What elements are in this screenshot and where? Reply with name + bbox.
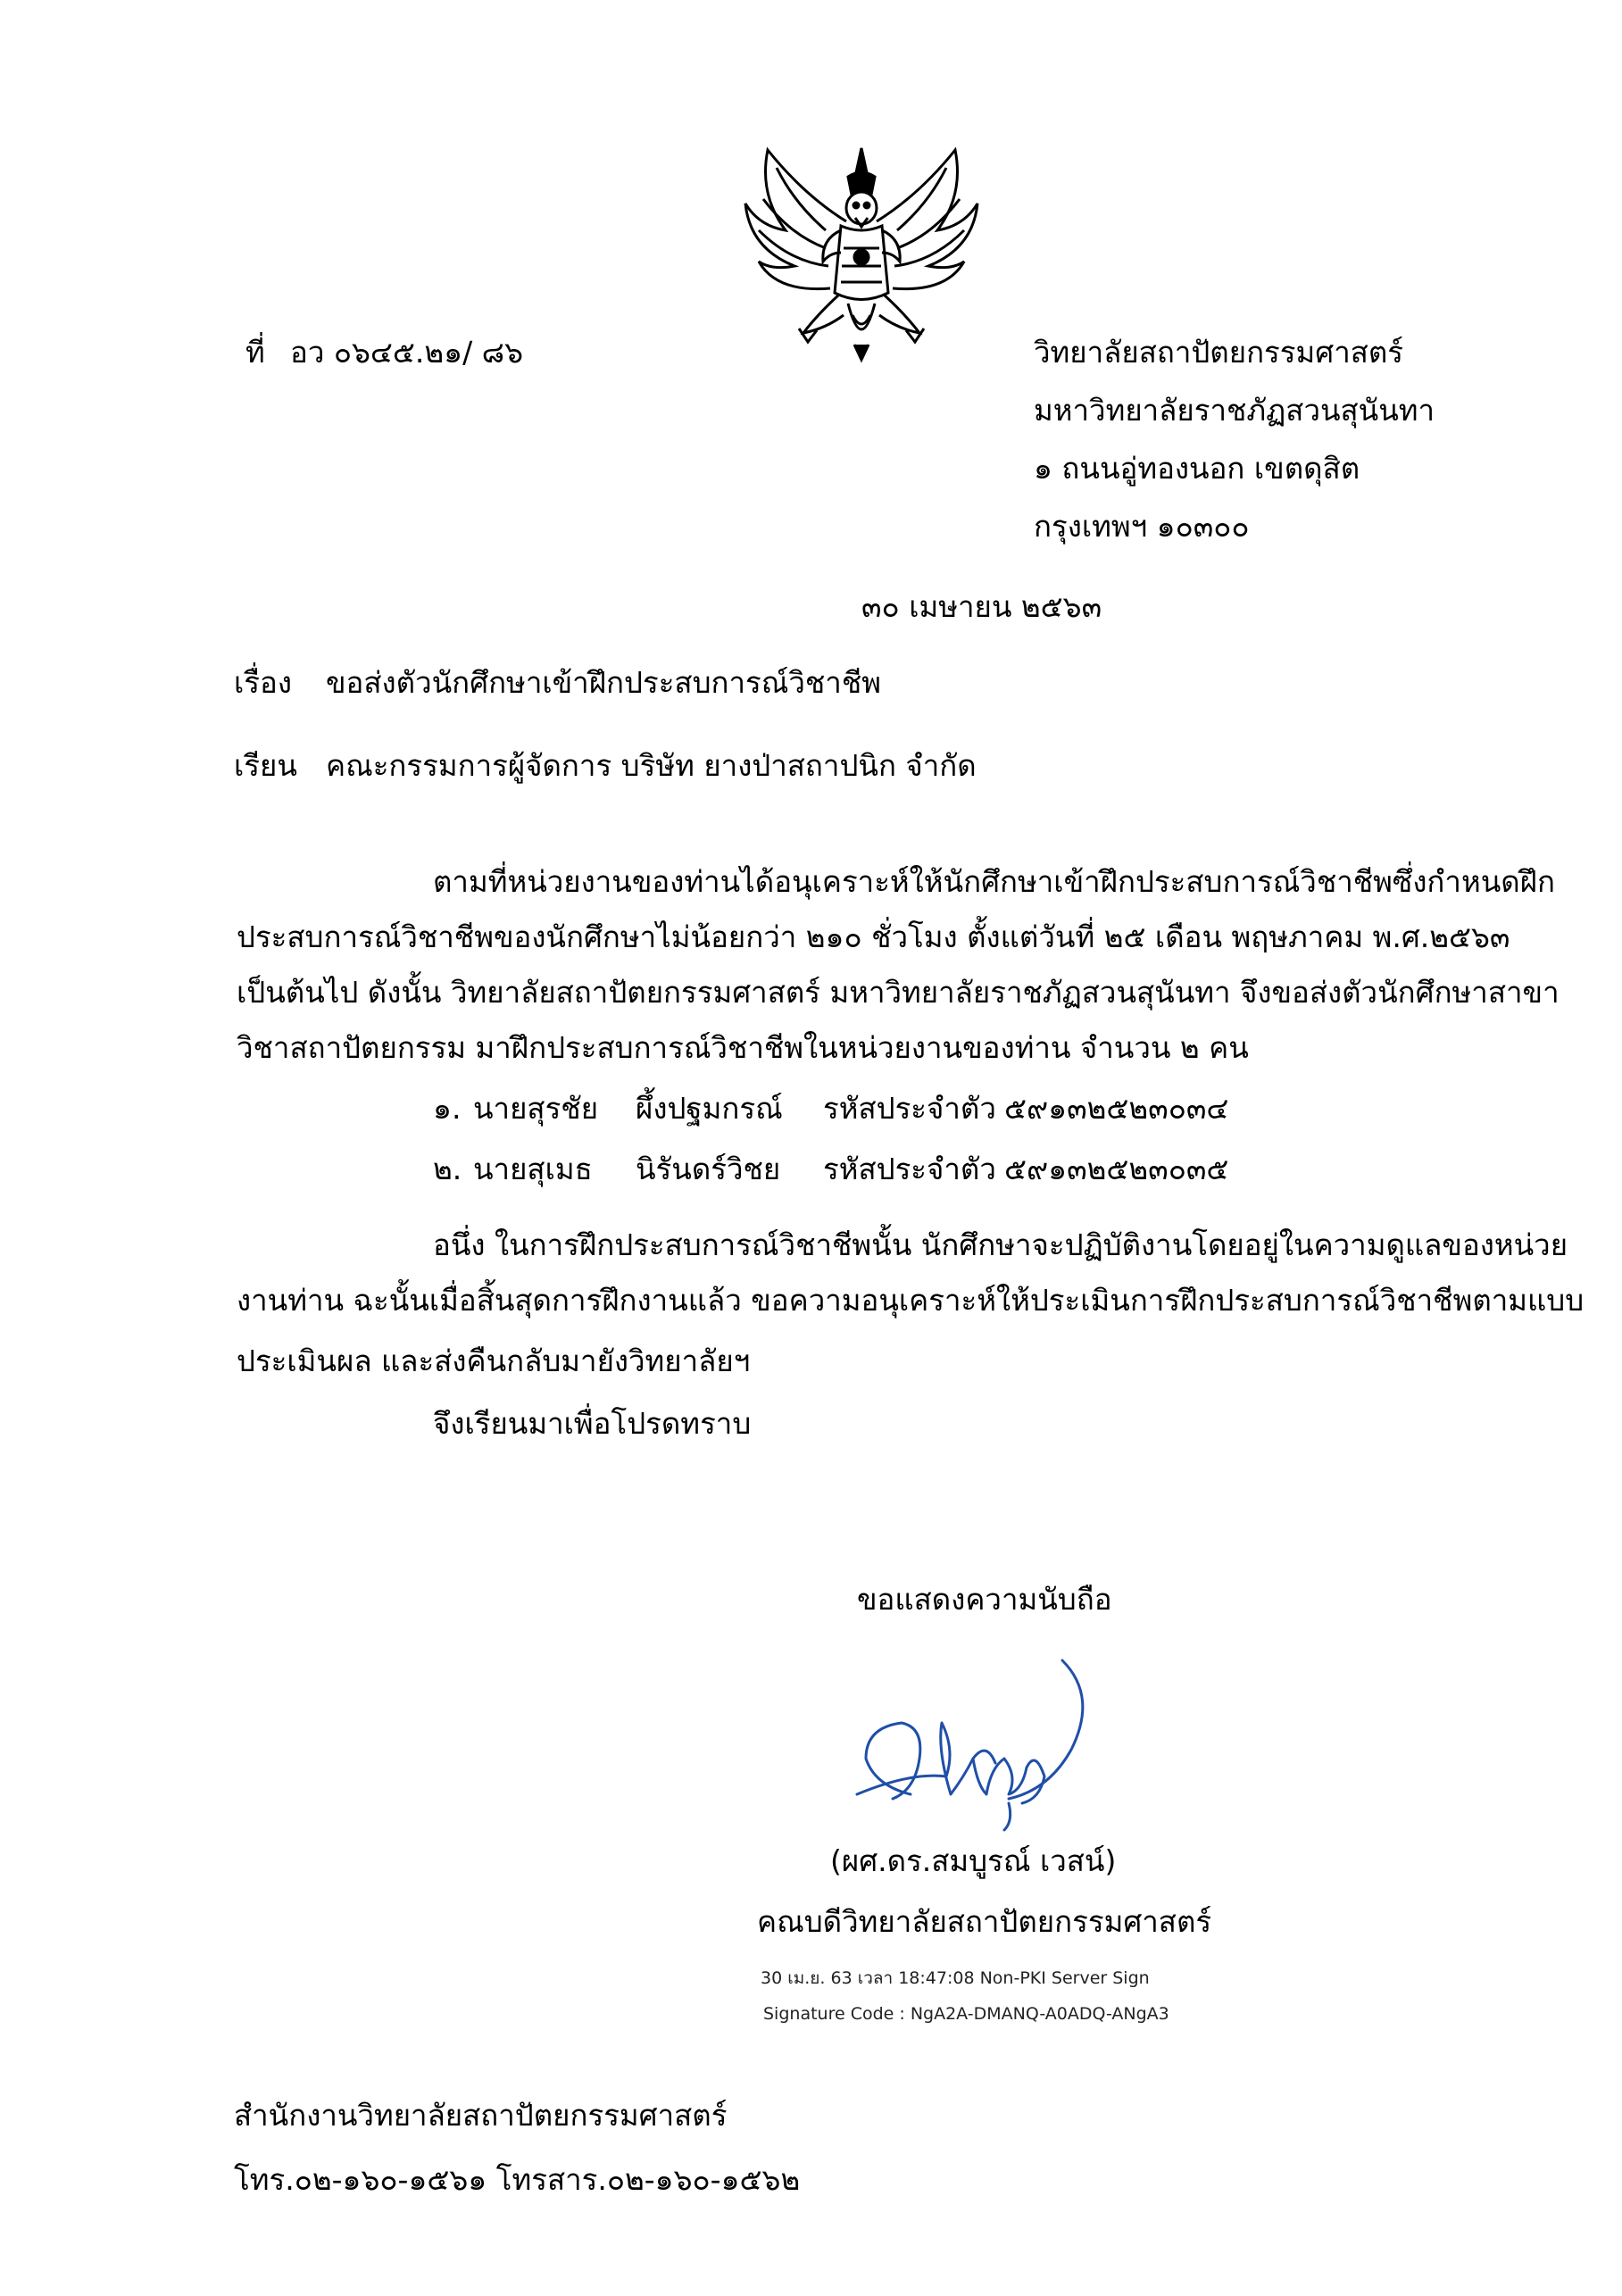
- student-id-label: รหัสประจำตัว: [823, 1091, 996, 1126]
- footer-contact: โทร.๐๒-๑๖๐-๑๕๖๑ โทรสาร.๐๒-๑๖๐-๑๕๖๒: [234, 2162, 801, 2197]
- garuda-emblem-icon: [741, 141, 982, 364]
- closing-line: จึงเรียนมาเพื่อโปรดทราบ: [433, 1406, 752, 1441]
- recipient-text: คณะกรรมการผู้จัดการ บริษัท ยางป่าสถาปนิก จำกัด: [326, 748, 977, 783]
- sender-address-line-4: กรุงเทพฯ ๑๐๓๐๐: [1034, 509, 1250, 544]
- footer-office: สำนักงานวิทยาลัยสถาปัตยกรรมศาสตร์: [234, 2098, 728, 2133]
- complimentary-close: ขอแสดงความนับถือ: [857, 1582, 1112, 1617]
- para1-line-2: ประสบการณ์วิชาชีพของนักศึกษาไม่น้อยกว่า ๒๑๐ ชั่วโมง ตั้งแต่วันที่ ๒๕ เดือน พฤษภาคม พ.ศ.๒๕๖๓: [237, 919, 1510, 954]
- para1-line-3: เป็นต้นไป ดังนั้น วิทยาลัยสถาปัตยกรรมศาสตร์ มหาวิทยาลัยราชภัฏสวนสุนันทา จึงขอส่งตัวนักศึกษาสาขา: [237, 975, 1560, 1010]
- subject-text: ขอส่งตัวนักศึกษาเข้าฝึกประสบการณ์วิชาชีพ: [326, 665, 881, 700]
- student-id: ๕๙๑๓๒๕๒๓๐๓๔: [1004, 1091, 1229, 1126]
- subject-label: เรื่อง: [234, 665, 292, 700]
- student-no: ๑.: [433, 1091, 462, 1126]
- letter-date: ๓๐ เมษายน ๒๕๖๓: [861, 589, 1102, 624]
- reference-number: อว ๐๖๔๕.๒๑/ ๘๖: [290, 335, 524, 370]
- sender-address-line-1: วิทยาลัยสถาปัตยกรรมศาสตร์: [1034, 335, 1404, 370]
- student-name: นายสุรชัย: [473, 1091, 599, 1126]
- student-surname: ผึ้งปฐมกรณ์: [636, 1091, 783, 1126]
- signature-code: Signature Code : NgA2A-DMANQ-A0ADQ-ANgA3: [763, 2004, 1169, 2024]
- para1-line-1: ตามที่หน่วยงานของท่านได้อนุเคราะห์ให้นักศึกษาเข้าฝึกประสบการณ์วิชาชีพซึ่งกำหนดฝึก: [433, 864, 1555, 899]
- student-id: ๕๙๑๓๒๕๒๓๐๓๕: [1004, 1152, 1229, 1186]
- para2-line-3: ประเมินผล และส่งคืนกลับมายังวิทยาลัยฯ: [237, 1343, 751, 1378]
- para1-line-4: วิชาสถาปัตยกรรม มาฝึกประสบการณ์วิชาชีพในหน่วยงานของท่าน จำนวน ๒ คน: [237, 1030, 1249, 1065]
- recipient-label: เรียน: [234, 748, 297, 783]
- server-sign-line: 30 เม.ย. 63 เวลา 18:47:08 Non-PKI Server Sign: [761, 1968, 1150, 1988]
- sender-address-line-3: ๑ ถนนอู่ทองนอก เขตดุสิต: [1034, 451, 1360, 486]
- student-no: ๒.: [433, 1152, 462, 1186]
- student-name: นายสุเมธ: [473, 1152, 593, 1186]
- reference-label: ที่: [245, 335, 265, 370]
- para2-line-2: งานท่าน ฉะนั้นเมื่อสิ้นสุดการฝึกงานแล้ว ขอความอนุเคราะห์ให้ประเมินการฝึกประสบการณ์วิชาชีพตามแบบ: [237, 1283, 1585, 1318]
- signer-name: (ผศ.ดร.สมบูรณ์ เวสน์): [830, 1843, 1117, 1878]
- student-id-label: รหัสประจำตัว: [823, 1152, 996, 1186]
- handwritten-signature: [839, 1643, 1107, 1839]
- student-surname: นิรันดร์วิชย: [636, 1152, 781, 1186]
- signer-title: คณบดีวิทยาลัยสถาปัตยกรรมศาสตร์: [757, 1904, 1212, 1939]
- para2-line-1: อนึ่ง ในการฝึกประสบการณ์วิชาชีพนั้น นักศึกษาจะปฏิบัติงานโดยอยู่ในความดูแลของหน่วย: [433, 1227, 1568, 1262]
- sender-address-line-2: มหาวิทยาลัยราชภัฏสวนสุนันทา: [1034, 393, 1435, 428]
